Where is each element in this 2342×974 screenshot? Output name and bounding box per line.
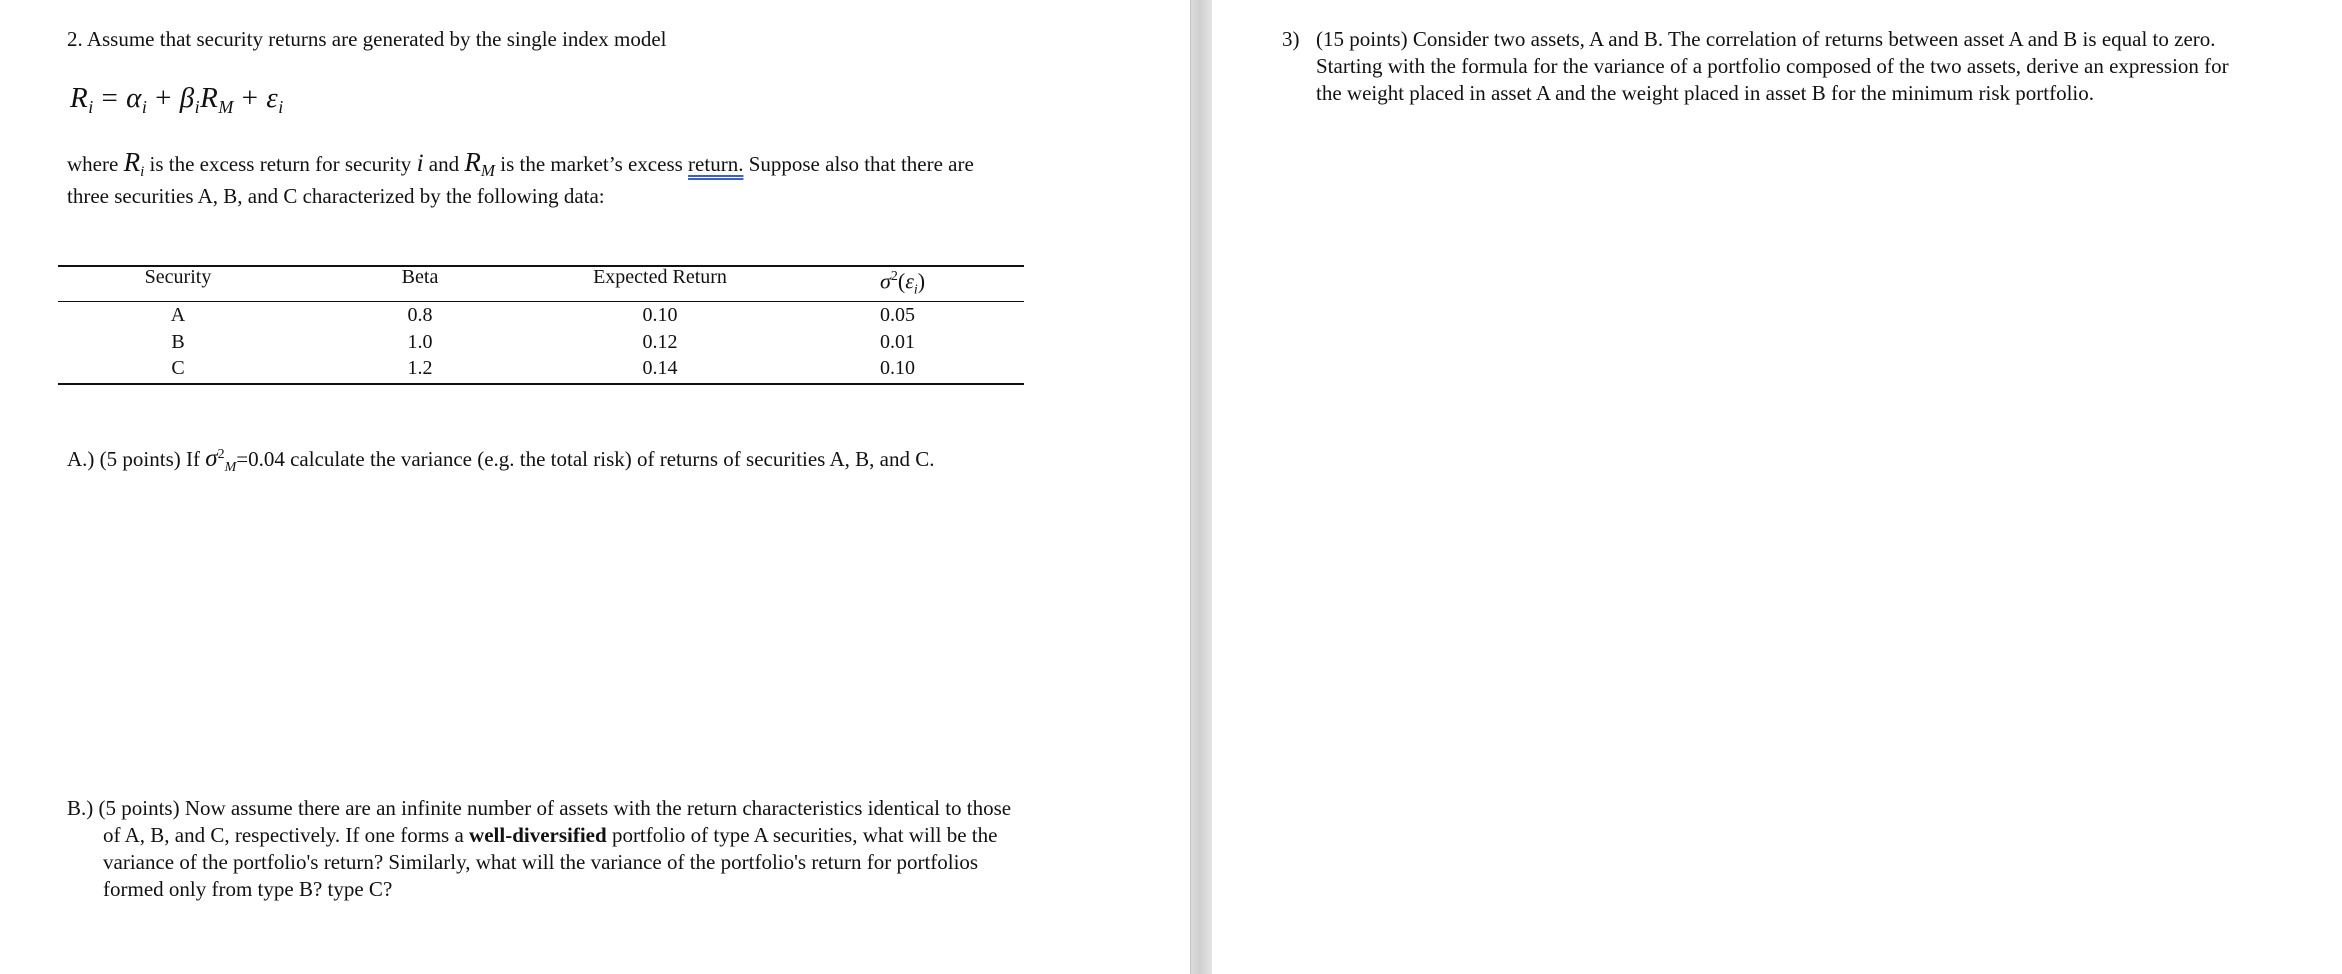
table-cell: 0.12 (642, 331, 678, 353)
part-b-line3: variance of the portfolio's return? Similarly, what will the variance of the portfolio's return for portfolios (103, 850, 979, 874)
th-beta: Beta (401, 266, 439, 288)
part-a-sigma: σ (205, 445, 218, 472)
q3-line1: (15 points) Consider two assets, A and B. The correlation of returns between asset A and B is equal to zero. (1316, 27, 2216, 51)
single-index-equation (70, 82, 284, 118)
part-a-question (67, 441, 934, 481)
q2-intro: 2. Assume that security returns are generated by the single index model (67, 27, 667, 51)
part-b-l2a: of A, B, and C, respectively. If one forms a (103, 823, 470, 847)
q3-number: 3) (1282, 27, 1300, 51)
th-residual-variance (880, 264, 960, 304)
eq-equals: = (101, 82, 127, 114)
where-part1: where (67, 152, 124, 176)
th-security: Security (144, 266, 212, 288)
part-b-line2 (103, 822, 997, 849)
eq-rm-sub: M (218, 97, 234, 117)
table-cell: A (170, 304, 186, 326)
part-a-sq: 2 (217, 447, 225, 462)
table-bottom-rule (58, 383, 1024, 385)
part-b-line1: B.) (5 points) Now assume there are an infinite number of assets with the return characteristics identical to those (67, 796, 1012, 820)
table-cell: 0.05 (880, 304, 915, 326)
eq-beta-sub: i (194, 97, 201, 117)
eq-beta: β (179, 82, 195, 114)
th-var-sigma: σ (880, 268, 891, 294)
part-a-rest: =0.04 calculate the variance (e.g. the total risk) of returns of securities A, B, and C. (236, 447, 935, 471)
q3-line2: Starting with the formula for the variance of a portfolio composed of the two assets, derive an expression for (1316, 54, 2229, 78)
part-a-lead: A.) (5 points) If (67, 447, 206, 471)
where-ri: R (123, 147, 141, 177)
th-var-paren-close: ) (917, 268, 926, 294)
q3-line3: the weight placed in asset A and the weight placed in asset B for the minimum risk portfolio. (1316, 81, 2095, 105)
th-var-sq: 2 (890, 269, 898, 284)
where-part4: is the market’s excess (495, 152, 689, 176)
eq-plus-2: + (233, 82, 267, 114)
eq-rm: R (200, 82, 219, 114)
eq-epsilon: ε (266, 82, 279, 114)
table-cell: 0.8 (407, 304, 433, 326)
th-var-eps: ε (905, 268, 914, 294)
table-cell: 0.10 (880, 357, 915, 379)
right-page (1212, 0, 2342, 974)
eq-sub-i: i (88, 97, 94, 117)
where-part3: and (423, 152, 465, 176)
th-expected-return: Expected Return (593, 266, 727, 288)
part-a-sub-m: M (224, 460, 237, 476)
where-rm-sub: M (480, 161, 496, 181)
part-b-line4: formed only from type B? type C? (103, 877, 393, 901)
where-i: i (416, 150, 424, 177)
th-var-paren-open: ( (897, 268, 906, 294)
eq-r: R (70, 82, 89, 114)
table-cell: C (171, 357, 185, 379)
part-b-bold-term: well-diversified (469, 823, 607, 847)
where-part5: Suppose also that there are (743, 152, 974, 176)
eq-plus-1: + (147, 82, 180, 114)
spelling-underlined-word[interactable]: return. (688, 152, 744, 176)
table-cell: 0.01 (880, 331, 915, 353)
th-var-sub-i: i (913, 282, 918, 298)
eq-eps-sub: i (278, 97, 284, 117)
page-gutter (1190, 0, 1214, 974)
where-line (67, 149, 974, 186)
table-cell: 1.2 (407, 357, 433, 379)
where-ri-sub: i (140, 164, 145, 181)
part-b-l2c: portfolio of type A securities, what will be the (606, 823, 998, 847)
where-rm: R (464, 147, 481, 177)
eq-alpha-sub: i (141, 97, 148, 117)
table-cell: 1.0 (407, 331, 433, 353)
table-cell: 0.10 (642, 304, 678, 326)
table-cell: 0.14 (642, 357, 678, 379)
where-part2: is the excess return for security (144, 152, 417, 176)
three-securities-line: three securities A, B, and C characterized by the following data: (67, 184, 605, 208)
eq-alpha: α (126, 82, 142, 114)
table-cell: B (171, 331, 185, 353)
